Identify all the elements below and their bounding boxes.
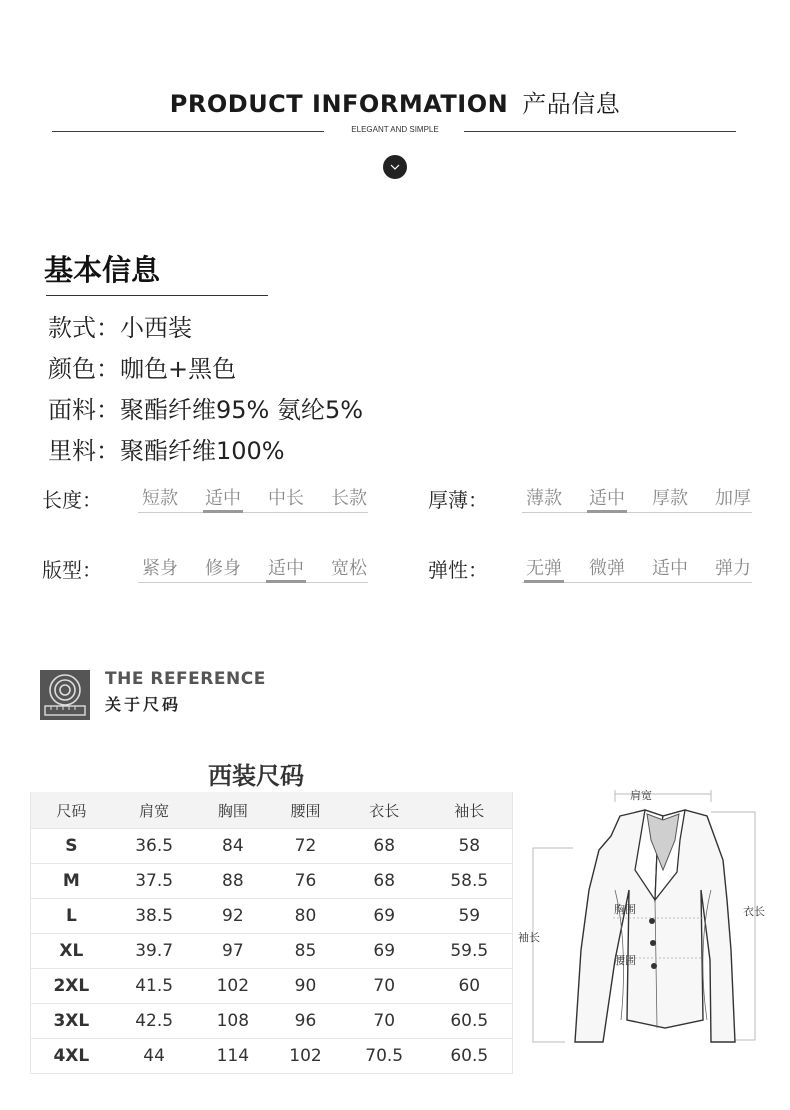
diagram-label-shoulder: 肩宽 — [630, 789, 652, 802]
size-value-cell: 69 — [342, 934, 427, 969]
reference-title-cn: 关于尺码 — [105, 695, 182, 714]
attr-selected-indicator-elasticity — [524, 580, 564, 583]
header-title — [0, 84, 790, 119]
size-table-title: 西装尺码 — [208, 762, 304, 790]
size-value-cell: 39.7 — [112, 934, 197, 969]
size-value-cell: 70 — [342, 1004, 427, 1039]
info-color: 颜色：咖色+黑色 — [48, 355, 237, 383]
size-table-body — [31, 829, 513, 1074]
size-value-cell: 58.5 — [427, 864, 513, 899]
size-label-cell: 3XL — [31, 1004, 112, 1039]
attr-option-length: 长款 — [331, 488, 367, 509]
reference-title-en: THE REFERENCE — [105, 669, 266, 689]
attr-track-thickness — [522, 512, 752, 513]
size-value-cell: 90 — [269, 969, 342, 1004]
size-label-cell: S — [31, 829, 112, 864]
attr-option-thickness: 加厚 — [715, 488, 751, 509]
attr-option-length: 适中 — [205, 488, 241, 509]
header-title-en: PRODUCT INFORMATION — [169, 90, 509, 118]
attr-label-thickness: 厚薄： — [428, 488, 488, 512]
attr-track-length — [138, 512, 368, 513]
size-value-cell: 96 — [269, 1004, 342, 1039]
info-fabric: 面料：聚酯纤维95% 氨纶5% — [48, 396, 364, 424]
attr-option-length: 短款 — [142, 488, 178, 509]
attr-selected-indicator-length — [203, 510, 243, 513]
attr-option-elasticity: 弹力 — [715, 558, 751, 579]
size-table-row — [31, 934, 513, 969]
tape-measure-icon — [40, 670, 90, 720]
size-value-cell: 37.5 — [112, 864, 197, 899]
attr-selected-indicator-fit — [266, 580, 306, 583]
info-style: 款式：小西装 — [48, 314, 192, 342]
attr-track-fit — [138, 582, 368, 583]
size-value-cell: 108 — [197, 1004, 270, 1039]
attr-option-elasticity: 微弹 — [589, 558, 625, 579]
size-value-cell: 72 — [269, 829, 342, 864]
size-value-cell: 69 — [342, 899, 427, 934]
chevron-down-icon — [383, 155, 407, 179]
size-value-cell: 60.5 — [427, 1004, 513, 1039]
size-value-cell: 60 — [427, 969, 513, 1004]
size-value-cell: 70 — [342, 969, 427, 1004]
attr-option-fit: 适中 — [268, 558, 304, 579]
size-value-cell: 68 — [342, 864, 427, 899]
size-table-row — [31, 864, 513, 899]
size-label-cell: L — [31, 899, 112, 934]
size-table-row — [31, 1004, 513, 1039]
attr-option-length: 中长 — [268, 488, 304, 509]
attr-label-fit: 版型： — [42, 558, 102, 582]
diagram-label-waist: 腰围 — [614, 954, 636, 967]
size-value-cell: 88 — [197, 864, 270, 899]
jacket-diagram — [515, 780, 785, 1060]
size-label-cell: 4XL — [31, 1039, 112, 1074]
size-table — [30, 792, 513, 1074]
size-table-row — [31, 969, 513, 1004]
size-value-cell: 60.5 — [427, 1039, 513, 1074]
attr-option-fit: 修身 — [205, 558, 241, 579]
size-value-cell: 36.5 — [112, 829, 197, 864]
size-value-cell: 92 — [197, 899, 270, 934]
attr-option-fit: 紧身 — [142, 558, 178, 579]
size-value-cell: 84 — [197, 829, 270, 864]
info-lining: 里料：聚酯纤维100% — [48, 437, 285, 465]
attr-selected-indicator-thickness — [587, 510, 627, 513]
size-value-cell: 102 — [269, 1039, 342, 1074]
diagram-label-chest: 胸围 — [614, 903, 636, 916]
attr-label-length: 长度： — [42, 488, 102, 512]
size-header-cell: 袖长 — [427, 792, 513, 829]
size-value-cell: 42.5 — [112, 1004, 197, 1039]
attr-option-fit: 宽松 — [331, 558, 367, 579]
size-value-cell: 58 — [427, 829, 513, 864]
size-value-cell: 114 — [197, 1039, 270, 1074]
diagram-label-sleeve: 袖长 — [518, 931, 540, 944]
attr-label-elasticity: 弹性： — [428, 558, 488, 582]
size-table-header-row — [31, 792, 513, 829]
size-value-cell: 41.5 — [112, 969, 197, 1004]
size-value-cell: 76 — [269, 864, 342, 899]
size-value-cell: 97 — [197, 934, 270, 969]
size-value-cell: 85 — [269, 934, 342, 969]
size-label-cell: M — [31, 864, 112, 899]
basic-info-title: 基本信息 — [44, 253, 161, 287]
attr-option-elasticity: 无弹 — [526, 558, 562, 579]
size-value-cell: 80 — [269, 899, 342, 934]
header-title-cn: 产品信息 — [522, 90, 621, 118]
size-value-cell: 44 — [112, 1039, 197, 1074]
size-value-cell: 70.5 — [342, 1039, 427, 1074]
attr-option-thickness: 适中 — [589, 488, 625, 509]
size-value-cell: 102 — [197, 969, 270, 1004]
size-header-cell: 胸围 — [197, 792, 270, 829]
diagram-label-length: 衣长 — [743, 905, 765, 918]
size-table-row — [31, 829, 513, 864]
size-value-cell: 59 — [427, 899, 513, 934]
size-header-cell: 衣长 — [342, 792, 427, 829]
size-label-cell: XL — [31, 934, 112, 969]
size-table-row — [31, 1039, 513, 1074]
attr-option-thickness: 薄款 — [526, 488, 562, 509]
size-header-cell: 尺码 — [31, 792, 112, 829]
header-subtitle: ELEGANT AND SIMPLE — [351, 125, 439, 134]
size-label-cell: 2XL — [31, 969, 112, 1004]
size-value-cell: 59.5 — [427, 934, 513, 969]
size-header-cell: 肩宽 — [112, 792, 197, 829]
size-header-cell: 腰围 — [269, 792, 342, 829]
basic-info-underline — [46, 295, 268, 296]
size-value-cell: 38.5 — [112, 899, 197, 934]
attr-option-elasticity: 适中 — [652, 558, 688, 579]
attr-option-thickness: 厚款 — [652, 488, 688, 509]
size-value-cell: 68 — [342, 829, 427, 864]
size-table-row — [31, 899, 513, 934]
